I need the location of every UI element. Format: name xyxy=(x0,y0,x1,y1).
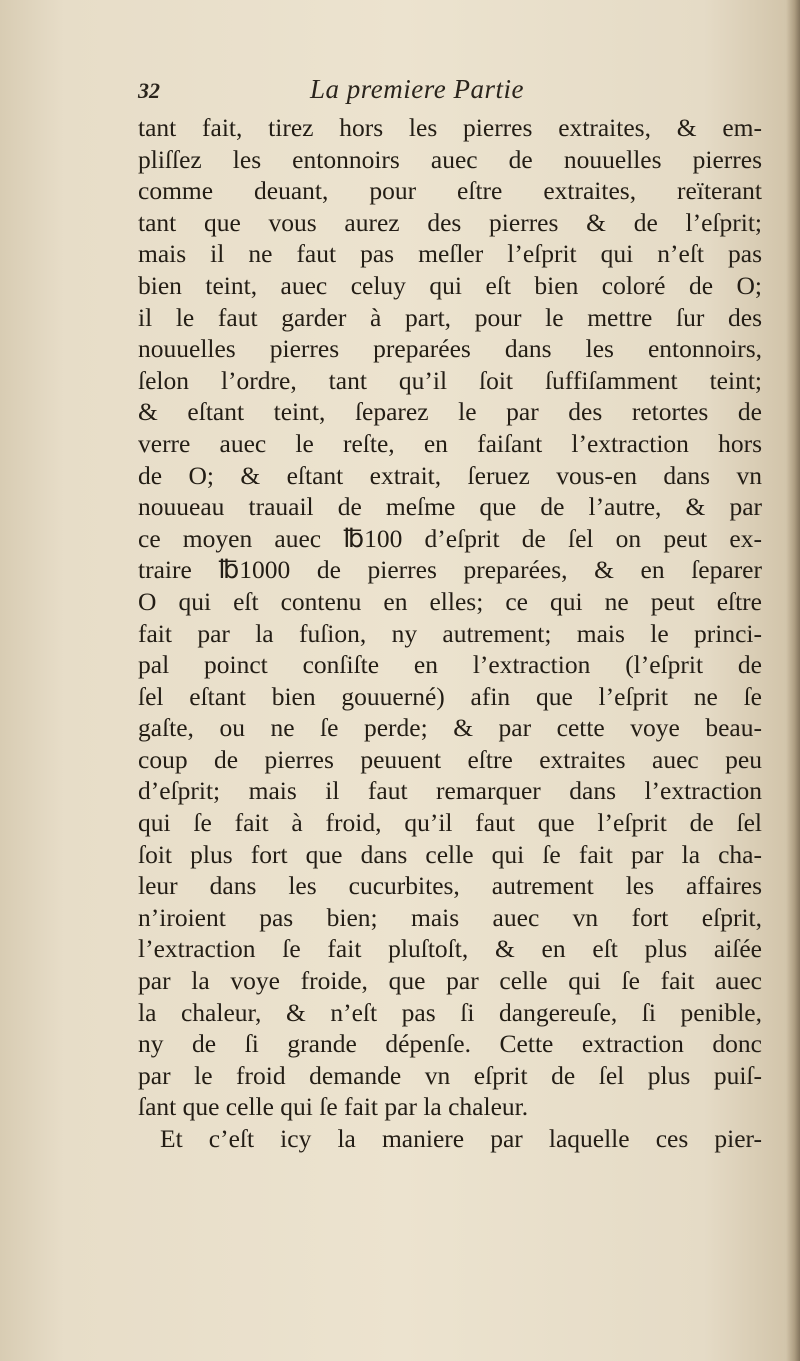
text-line: verre auec le reſte, en faiſant l’extraction hors xyxy=(138,428,762,458)
text-line: l’extraction ſe fait pluſtoſt, & en eſt plus aiſée xyxy=(138,934,762,964)
text-line: mais il ne faut pas meſler l’eſprit qui n’eſt pas xyxy=(138,239,762,269)
text-line: nouuelles pierres preparées dans les entonnoirs, xyxy=(138,334,762,364)
text-line: la chaleur, & n’eſt pas ſi dangereuſe, ſi penible, xyxy=(138,997,762,1027)
page-edge-shadow xyxy=(786,0,800,1361)
text-line: O qui eſt contenu en elles; ce qui ne peut eſtre xyxy=(138,586,762,616)
text-line: ce moyen auec ℔100 d’eſprit de ſel on peut ex- xyxy=(138,523,762,553)
text-line: pal poinct conſiſte en l’extraction (l’eſprit de xyxy=(138,650,762,680)
text-line: Et c’eſt icy la maniere par laquelle ces pier- xyxy=(160,1124,762,1153)
text-line: ſant que celle qui ſe fait par la chaleur. xyxy=(138,1092,529,1122)
page-number: 32 xyxy=(138,78,160,103)
text-line: ſoit plus fort que dans celle qui ſe fait par la cha- xyxy=(138,839,762,869)
text-line: n’iroient pas bien; mais auec vn fort eſprit, xyxy=(138,902,762,932)
text-line: tant fait, tirez hors les pierres extraites, & em- xyxy=(138,113,762,142)
text-line: ny de ſi grande dépenſe. Cette extraction donc xyxy=(138,1029,762,1059)
text-line: de O; & eſtant extrait, ſeruez vous-en dans vn xyxy=(138,460,762,490)
text-line: gaſte, ou ne ſe perde; & par cette voye beau- xyxy=(138,713,762,743)
text-line: & eſtant teint, ſeparez le par des retortes de xyxy=(138,397,762,427)
text-line: par la voye froide, que par celle qui ſe fait auec xyxy=(138,966,762,996)
text-line: comme deuant, pour eſtre extraites, reïterant xyxy=(138,176,762,206)
text-line: d’eſprit; mais il faut remarquer dans l’extraction xyxy=(138,776,762,806)
text-line: traire ℔1000 de pierres preparées, & en ſeparer xyxy=(138,555,762,585)
text-line: qui ſe fait à froid, qu’il faut que l’eſprit de ſel xyxy=(138,808,762,838)
text-line: il le faut garder à part, pour le mettre ſur des xyxy=(138,302,762,332)
text-line: coup de pierres peuuent eſtre extraites auec peu xyxy=(138,744,762,774)
text-line: nouueau trauail de meſme que de l’autre, & par xyxy=(138,492,762,522)
text-line: par le froid demande vn eſprit de ſel plus puiſ- xyxy=(138,1060,762,1090)
text-line: leur dans les cucurbites, autrement les affaires xyxy=(138,871,762,901)
text-line: fait par la fuſion, ny autrement; mais le princi- xyxy=(138,618,762,648)
text-line: pliſſez les entonnoirs auec de nouuelles pierres xyxy=(138,144,762,174)
running-head: La premiere Partie xyxy=(310,74,524,104)
text-line: ſelon l’ordre, tant qu’il ſoit ſuffiſamment teint; xyxy=(138,365,762,395)
page-header xyxy=(138,74,748,114)
text-line: tant que vous aurez des pierres & de l’eſprit; xyxy=(138,207,762,237)
body-text xyxy=(138,112,762,1155)
text-line: bien teint, auec celuy qui eſt bien coloré de O; xyxy=(138,270,762,300)
text-line: ſel eſtant bien gouuerné) afin que l’eſprit ne ſe xyxy=(138,681,762,711)
